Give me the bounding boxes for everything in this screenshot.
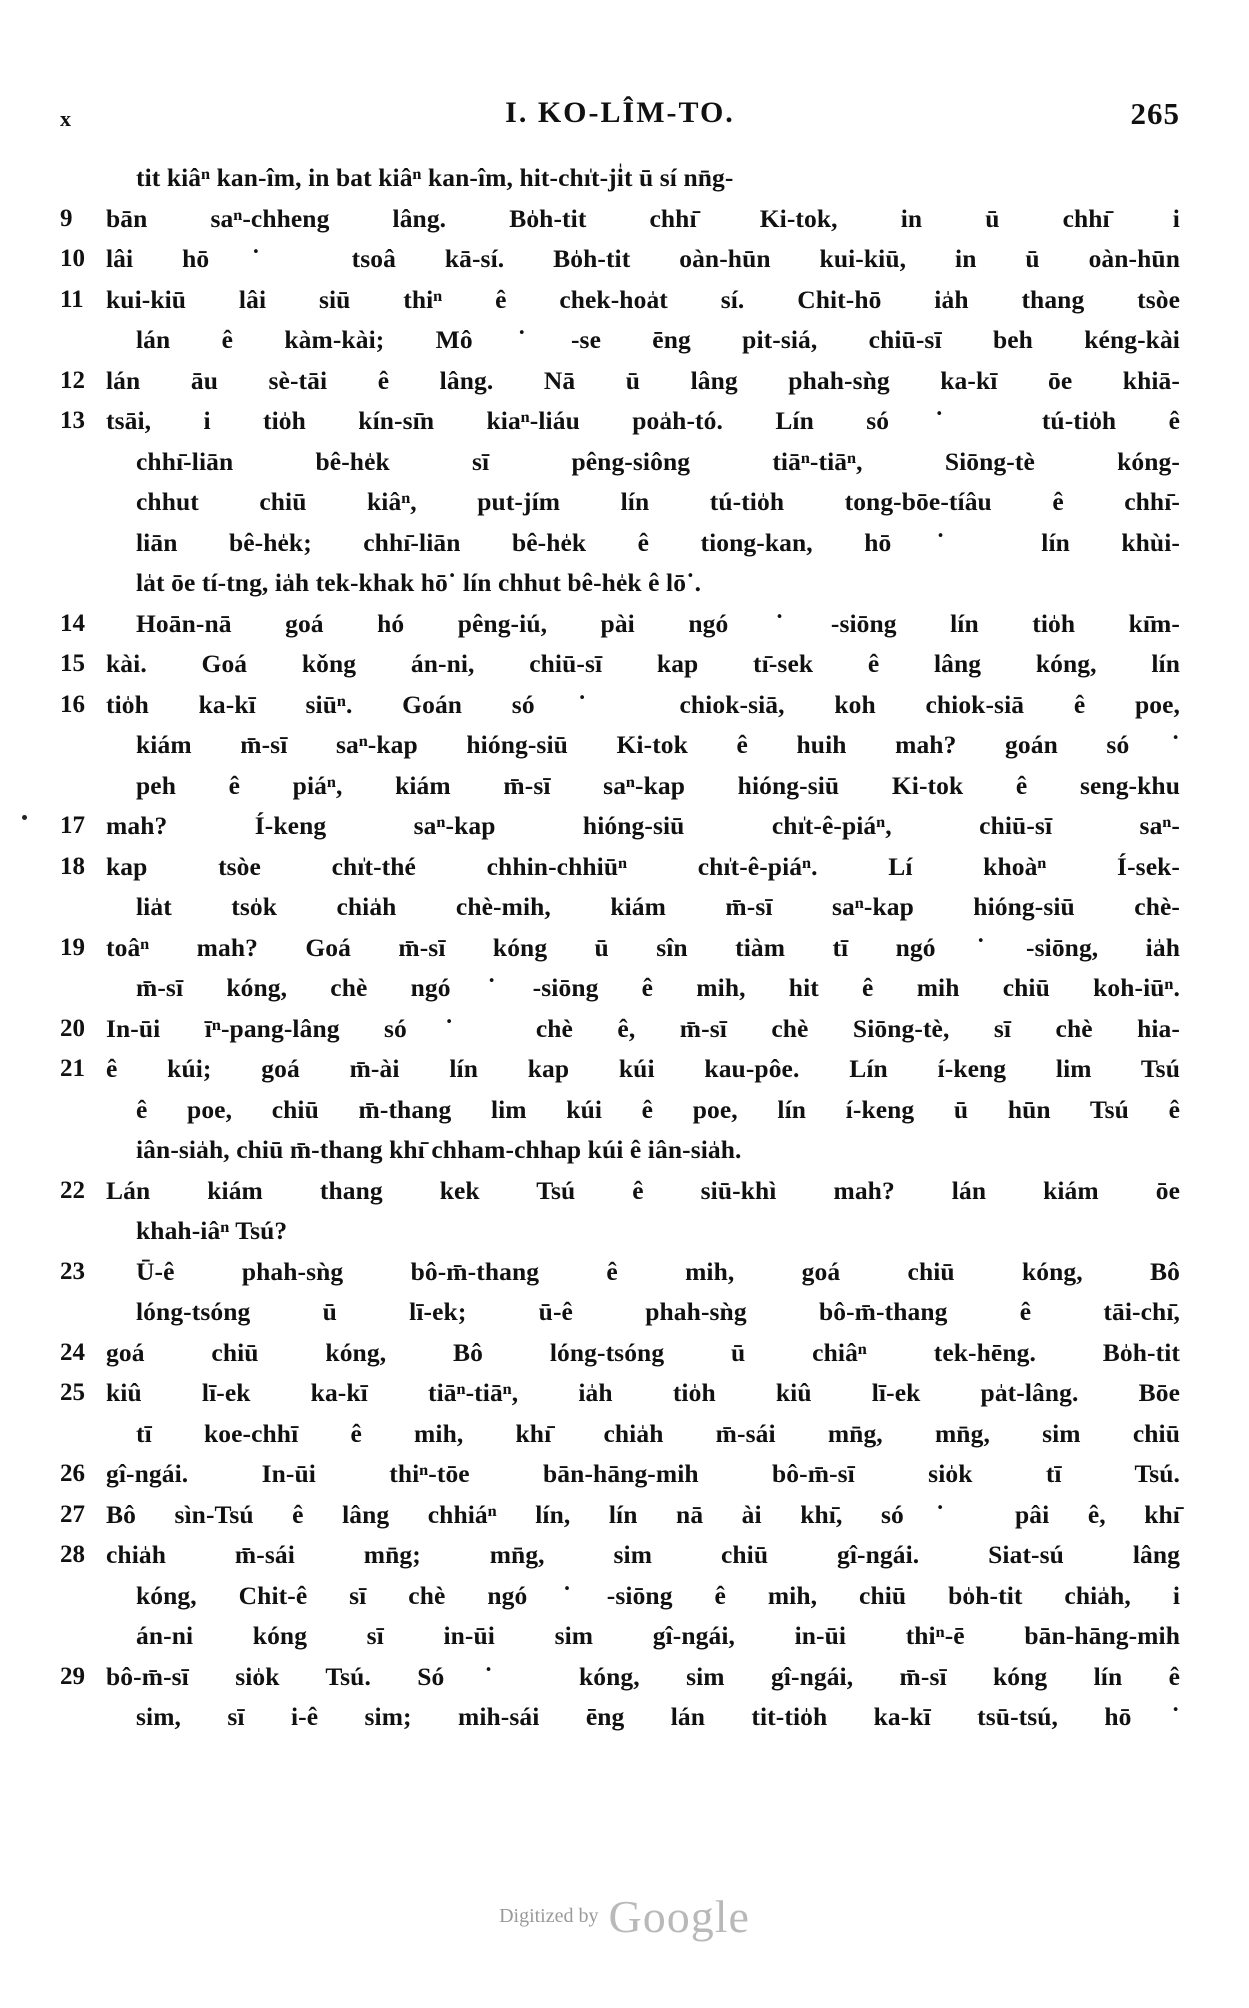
text-line <box>60 806 1180 847</box>
verse-number: 9 <box>60 204 73 232</box>
text-line <box>60 1130 1180 1171</box>
line-text: tī koe-chhī ê mih, khı̄ chia̍h m̄-sái mn̄g, mn̄g, sim chiū <box>136 1418 1180 1448</box>
text-line <box>60 1495 1180 1536</box>
verse-number: 20 <box>60 1014 85 1042</box>
text-line <box>60 1211 1180 1252</box>
text-line <box>60 158 1180 199</box>
verse-number: 26 <box>60 1460 85 1487</box>
line-text: lia̍t tso̍k chia̍h chè-mih, kiám m̄-sī saⁿ-kap hióng-siū chè- <box>136 892 1180 921</box>
text-line <box>60 1171 1180 1212</box>
line-text: sim, sī i-ê sim; mih-sái ēng lán tit-tio̍h ka-kī tsū-tsú, hō˙ <box>136 1702 1180 1731</box>
text-line <box>60 604 1180 645</box>
text-line <box>60 442 1180 483</box>
line-text: ê kúi; goá m̄-ài lín kap kúi kau-pôe. Lín í-keng lim Tsú <box>106 1054 1180 1083</box>
verse-number: 11 <box>60 285 84 313</box>
text-line <box>60 766 1180 807</box>
line-text: toâⁿ mah? Goá m̄-sī kóng ū sîn tiàm tī ngó˙-siōng, ia̍h <box>106 932 1180 962</box>
line-text: m̄-sī kóng, chè ngó˙-siōng ê mih, hit ê mih chiū koh-iūⁿ. <box>136 973 1180 1002</box>
verse-number: 10 <box>60 245 85 272</box>
line-text: bô-m̄-sī sio̍k Tsú. Só˙ kóng, sim gî-ngái, m̄-sī kóng lín ê <box>106 1661 1180 1691</box>
line-text: bān saⁿ-chheng lâng. Bo̍h-tit chhı̄ Ki-tok, in ū chhı̄ i <box>106 203 1180 233</box>
text-line <box>60 563 1180 604</box>
verse-number: 24 <box>60 1338 85 1366</box>
running-title: I. KO-LÎM-TO. <box>505 96 735 129</box>
text-line <box>60 928 1180 969</box>
scan-watermark <box>0 1890 1249 1950</box>
line-text: chhı̄-liān bê-he̍k sī pêng-siông tiāⁿ-tiāⁿ, Siōng-tè kóng- <box>136 446 1180 476</box>
line-text: kap tsòe chı̍t-thé chhin-chhiūⁿ chı̍t-ê-piáⁿ. Lí khoàⁿ Í-sek- <box>106 851 1180 881</box>
line-text: liān bê-he̍k; chhı̄-liān bê-he̍k ê tiong-kan, hō˙ lín khùi- <box>136 527 1180 557</box>
text-line <box>60 1657 1180 1698</box>
text-line <box>60 1292 1180 1333</box>
line-text: kiám m̄-sī saⁿ-kap hióng-siū Ki-tok ê huih mah? goán só˙ <box>136 730 1180 759</box>
line-text: Lán kiám thang kek Tsú ê siū-khì mah? lán kiám ōe <box>106 1175 1180 1205</box>
verse-number: 23 <box>60 1257 85 1285</box>
text-line <box>60 685 1180 726</box>
header-left-mark: x <box>60 106 72 131</box>
verse-number: 17 <box>60 812 85 839</box>
line-text: mah? Í-keng saⁿ-kap hióng-siū chı̍t-ê-piáⁿ, chiū-sī saⁿ- <box>106 811 1180 840</box>
text-line <box>60 1576 1180 1617</box>
line-text: In-ūi īⁿ-pang-lâng só˙ chè ê, m̄-sī chè Siōng-tè, sī chè hia- <box>106 1013 1180 1043</box>
line-text: lán āu sè-tāi ê lâng. Nā ū lâng phah-sǹg ka-kī ōe khiā- <box>106 365 1180 395</box>
text-line <box>60 280 1180 321</box>
line-text: án-ni kóng sī in-ūi sim gî-ngái, in-ūi thiⁿ-ē bān-hāng-mih <box>136 1621 1180 1650</box>
page-number: 265 <box>1130 96 1180 131</box>
text-line <box>60 1252 1180 1293</box>
text-line <box>60 1090 1180 1131</box>
text-line <box>60 1616 1180 1657</box>
line-text: iân-sia̍h, chiū m̄-thang khı̄ chham-chhap kúi ê iân-sia̍h. <box>136 1135 742 1164</box>
text-line <box>60 523 1180 564</box>
line-text: Ū-ê phah-sǹg bô-m̄-thang ê mih, goá chiū kóng, Bô <box>136 1256 1180 1286</box>
body-text <box>60 158 1180 1738</box>
text-line <box>60 1414 1180 1455</box>
text-line <box>60 1333 1180 1374</box>
line-text: lóng-tsóng ū lī-ek; ū-ê phah-sǹg bô-m̄-thang ê tāi-chı̄, <box>136 1297 1180 1326</box>
text-line <box>60 1535 1180 1576</box>
line-text: kui-kiū lâi siū thiⁿ ê chek-hoa̍t sí. Chit-hō ia̍h thang tsòe <box>106 284 1180 314</box>
line-text: la̍t ōe tí-tng, ia̍h tek-khak hō˙ lín chhut bê-he̍k ê lō˙. <box>136 568 702 597</box>
line-text: tsāi, i tio̍h kín-sı̄n kiaⁿ-liáu poa̍h-tó. Lín só˙ tú-tio̍h ê <box>106 406 1180 435</box>
text-line <box>60 1373 1180 1414</box>
line-text: kiû lī-ek ka-kī tiāⁿ-tiāⁿ, ia̍h tio̍h kiû lī-ek pa̍t-lâng. Bōe <box>106 1378 1180 1407</box>
verse-number: 27 <box>60 1500 85 1528</box>
line-text: tio̍h ka-kī siūⁿ. Goán só˙ chiok-siā, koh chiok-siā ê poe, <box>106 689 1180 719</box>
text-line <box>60 968 1180 1009</box>
text-line <box>60 1049 1180 1090</box>
digitized-by-label: Digitized by <box>499 1905 599 1927</box>
line-text: tit kiâⁿ kan-îm, in bat kiâⁿ kan-îm, hit-chı̍t-ji̍t ū sí nn̄g- <box>136 163 734 192</box>
verse-number: 16 <box>60 690 85 718</box>
text-line <box>60 887 1180 928</box>
verse-number: 21 <box>60 1055 85 1082</box>
line-text: gî-ngái. In-ūi thiⁿ-tōe bān-hāng-mih bô-m̄-sī sio̍k tī Tsú. <box>106 1459 1180 1488</box>
verse-number: 29 <box>60 1662 85 1690</box>
verse-number: 14 <box>60 609 85 637</box>
line-text: kóng, Chit-ê sī chè ngó˙-siōng ê mih, chiū bo̍h-tit chia̍h, i <box>136 1580 1180 1610</box>
verse-number: 18 <box>60 852 85 880</box>
google-watermark: Google <box>608 1891 750 1942</box>
line-text: lán ê kàm-kài; Mô˙-se ēng pit-siá, chiū-sī beh kéng-kài <box>136 325 1180 354</box>
verse-number: 19 <box>60 933 85 961</box>
text-line <box>60 725 1180 766</box>
verse-number: 22 <box>60 1176 85 1204</box>
text-line <box>60 482 1180 523</box>
verse-number: 25 <box>60 1379 85 1406</box>
text-line <box>60 1697 1180 1738</box>
text-line <box>60 847 1180 888</box>
line-text: kài. Goá kǒng án-ni, chiū-sī kap tı̄-sek ê lâng kóng, lín <box>106 649 1180 678</box>
line-text: lâi hō˙ tsoâ kā-sí. Bo̍h-tit oàn-hūn kui-kiū, in ū oàn-hūn <box>106 244 1180 273</box>
text-line <box>60 1454 1180 1495</box>
text-line <box>60 199 1180 240</box>
verse-number: 15 <box>60 650 85 677</box>
line-text: Hoān-nā goá hó pêng-iú, pài ngó˙-siōng lín tio̍h kı̄m- <box>136 608 1180 638</box>
text-line <box>60 361 1180 402</box>
line-text: chhut chiū kiâⁿ, put-jím lín tú-tio̍h tong-bōe-tíâu ê chhı̄- <box>136 487 1180 516</box>
text-line <box>60 401 1180 442</box>
line-text: chia̍h m̄-sái mn̄g; mn̄g, sim chiū gî-ngái. Siat-sú lâng <box>106 1540 1180 1569</box>
margin-dot-mark <box>22 815 27 820</box>
text-line <box>60 239 1180 280</box>
text-line <box>60 1009 1180 1050</box>
verse-number: 12 <box>60 366 85 394</box>
line-text: ê poe, chiū m̄-thang lim kúi ê poe, lín í-keng ū hūn Tsú ê <box>136 1094 1180 1124</box>
line-text: Bô sìn-Tsú ê lâng chhiáⁿ lín, lín nā ài khı̄, só˙ pâi ê, khı̄ <box>106 1499 1180 1529</box>
text-line <box>60 320 1180 361</box>
line-text: goá chiū kóng, Bô lóng-tsóng ū chiâⁿ tek-hēng. Bo̍h-tit <box>106 1337 1180 1367</box>
page-header <box>60 96 1180 136</box>
verse-number: 13 <box>60 407 85 434</box>
line-text: khah-iâⁿ Tsú? <box>136 1216 288 1245</box>
text-line <box>60 644 1180 685</box>
verse-number: 28 <box>60 1541 85 1568</box>
line-text: peh ê piáⁿ, kiám m̄-sī saⁿ-kap hióng-siū Ki-tok ê seng-khu <box>136 770 1180 800</box>
